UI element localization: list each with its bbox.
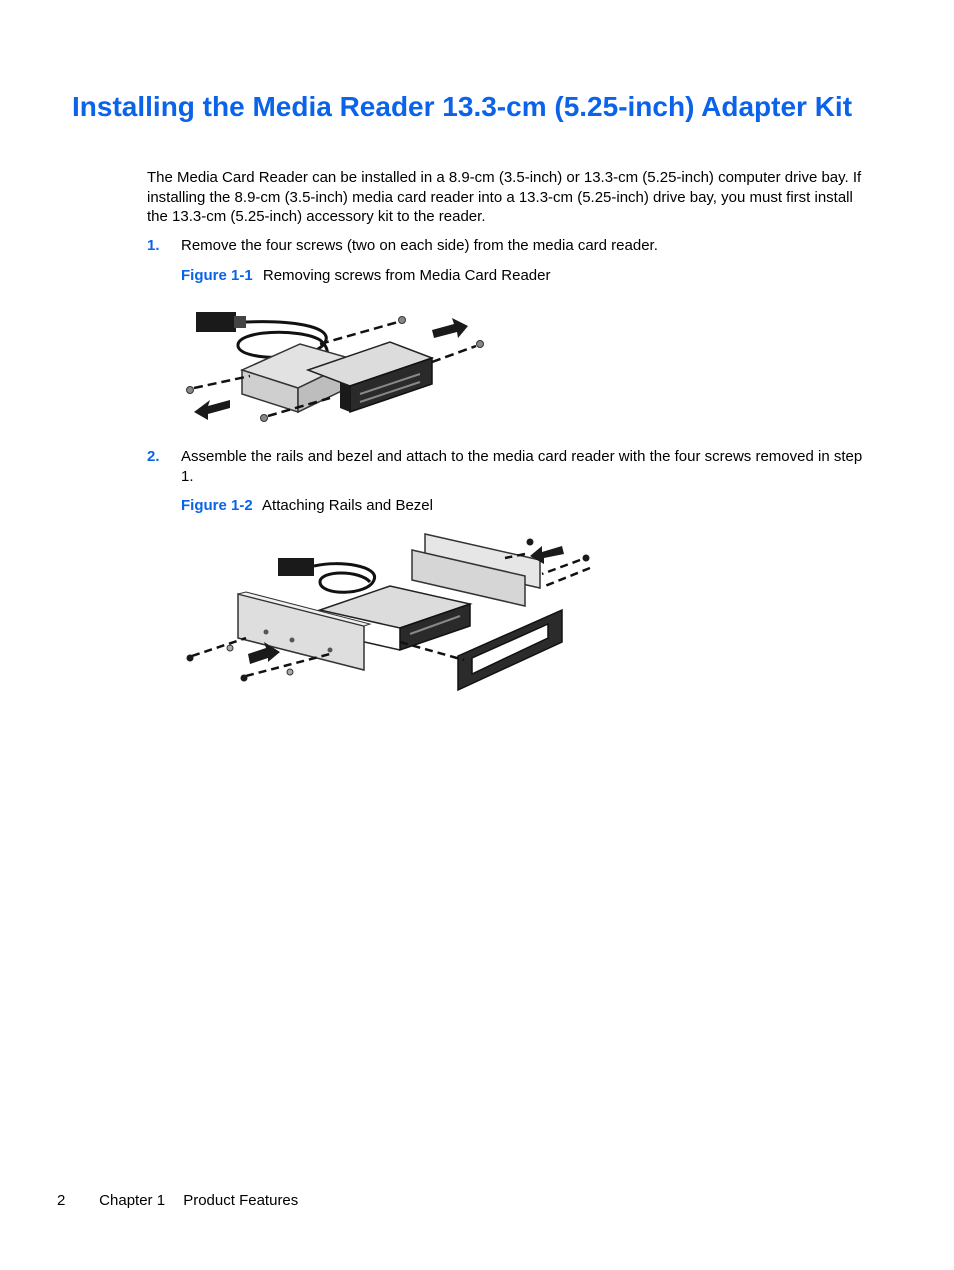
step-number: 2. bbox=[147, 448, 160, 465]
step-text: Assemble the rails and bezel and attach to the media card reader with the four screws removed in step 1. bbox=[181, 448, 863, 485]
screw-icon bbox=[477, 341, 484, 348]
screw-icon bbox=[583, 555, 590, 562]
figure-caption-1 bbox=[181, 266, 550, 285]
cable bbox=[314, 564, 375, 593]
screw-icon bbox=[227, 645, 233, 651]
page-footer bbox=[57, 1192, 298, 1209]
screw-icon bbox=[187, 387, 194, 394]
usb-connector bbox=[196, 312, 236, 332]
figure-label: Figure 1-1 bbox=[181, 267, 253, 284]
chapter-label: Chapter 1 bbox=[99, 1192, 166, 1209]
figure-caption-text: Attaching Rails and Bezel bbox=[262, 497, 433, 514]
usb-connector bbox=[278, 558, 314, 576]
figure-caption-2 bbox=[181, 496, 433, 515]
page-number: 2 bbox=[57, 1192, 66, 1209]
screw-icon bbox=[527, 539, 534, 546]
screw-icon bbox=[261, 415, 268, 422]
screw-icon bbox=[399, 317, 406, 324]
arrow-right-icon bbox=[432, 318, 468, 338]
screw-icon bbox=[241, 675, 248, 682]
screw-icon bbox=[287, 669, 293, 675]
figure-1-1-illustration bbox=[180, 300, 500, 432]
figure-caption-text: Removing screws from Media Card Reader bbox=[262, 267, 551, 284]
figure-label: Figure 1-2 bbox=[181, 497, 253, 514]
chapter-title: Product Features bbox=[183, 1192, 299, 1209]
page-title: Installing the Media Reader 13.3-cm (5.25-inch) Adapter Kit bbox=[72, 91, 853, 122]
arrow-left-icon bbox=[194, 400, 230, 420]
screw-icon bbox=[187, 655, 194, 662]
step-number: 1. bbox=[147, 237, 160, 254]
intro-paragraph: The Media Card Reader can be installed in a 8.9-cm (3.5-inch) or 13.3-cm (5.25-inch) computer drive bay. If installing the 8.9-cm (3.5-inch) media card reader into a 13.3-cm (5.25-inch) drive bay, you must first install the 13.3-cm (5.25-inch) accessory kit to the reader. bbox=[147, 169, 862, 225]
figure-1-2-illustration bbox=[180, 530, 600, 696]
step-text: Remove the four screws (two on each side) from the media card reader. bbox=[181, 237, 658, 254]
